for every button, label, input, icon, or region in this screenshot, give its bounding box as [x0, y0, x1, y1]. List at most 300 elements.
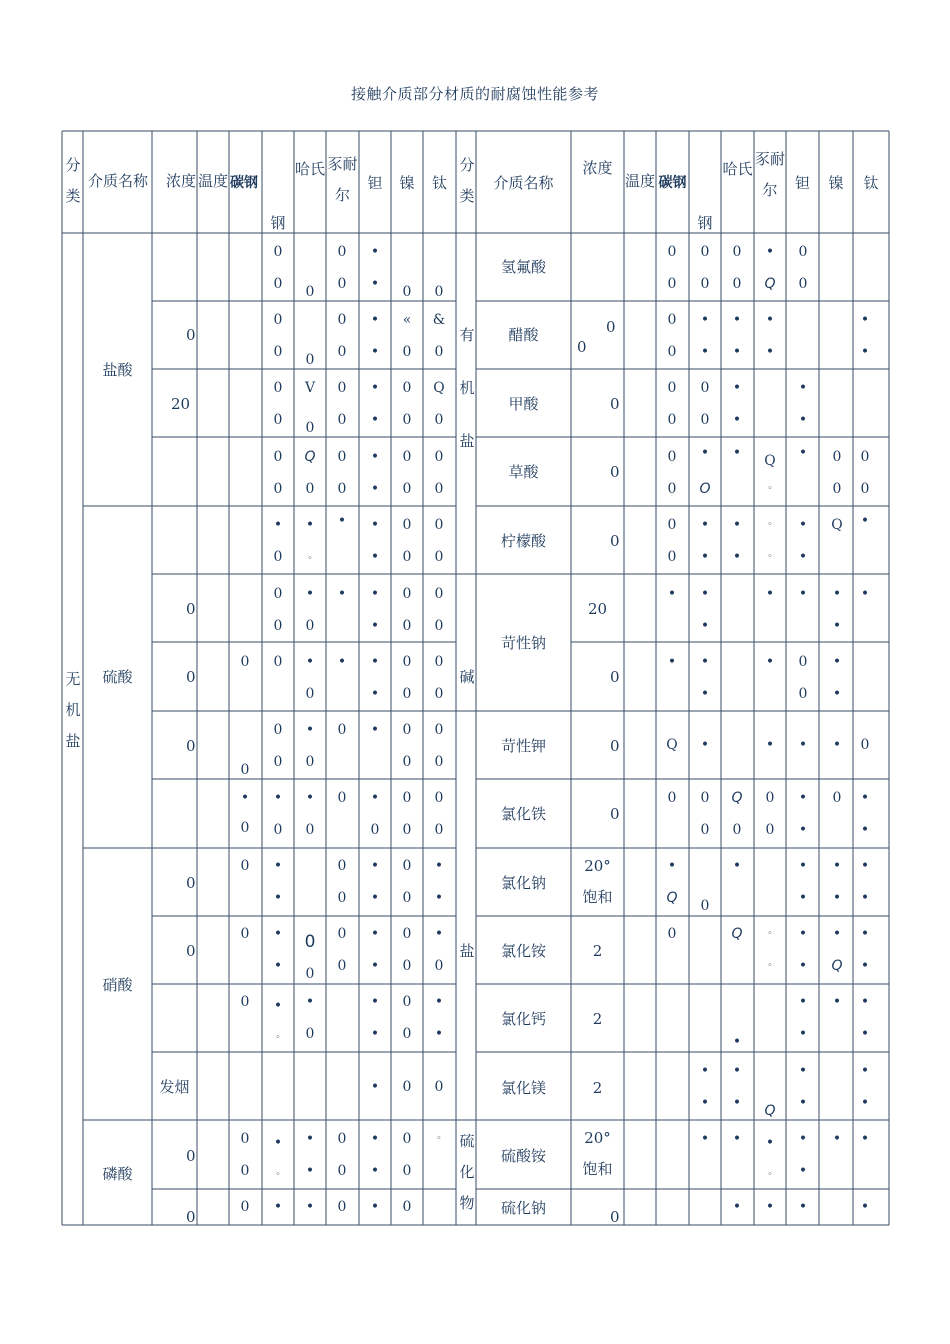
rating-mark: •	[860, 513, 870, 529]
rating-mark: •	[370, 686, 380, 702]
rating-mark: •	[370, 276, 380, 292]
medium-mgcl2: 氯化镁	[500, 1079, 546, 1097]
rating-mark: •	[798, 1063, 808, 1079]
rating-mark: •	[798, 994, 808, 1010]
rating-mark: 0	[273, 549, 283, 565]
rating-mark: 0	[402, 722, 412, 738]
rating-mark: 0	[273, 312, 283, 328]
rating-mark: 0	[434, 1079, 444, 1095]
rating-mark: 0	[337, 312, 347, 328]
rating-mark: 0	[667, 481, 677, 497]
rating-mark: 0	[434, 686, 444, 702]
rating-mark: •	[732, 858, 742, 874]
rating-mark: •	[370, 244, 380, 260]
rating-mark: 0	[402, 380, 412, 396]
rating-mark: O	[699, 481, 711, 497]
rating-mark: 0	[434, 517, 444, 533]
rating-mark: •	[765, 344, 775, 360]
rating-mark: 0	[305, 284, 315, 300]
rating-mark: 0	[273, 449, 283, 465]
medium-koh: 苛性钾	[500, 737, 546, 755]
rating-mark: Q	[831, 958, 843, 974]
conc-value: 0	[186, 326, 196, 344]
medium-formic: 甲酸	[508, 395, 539, 413]
rating-mark: •	[305, 1163, 315, 1179]
rating-mark: 0	[304, 932, 316, 952]
rating-mark: ◦	[767, 961, 773, 971]
rating-mark: •	[832, 926, 842, 942]
rating-mark: 0	[732, 276, 742, 292]
rating-mark: 0	[700, 412, 710, 428]
rating-mark: 0	[434, 654, 444, 670]
rating-mark: Q	[731, 926, 743, 942]
rating-mark: •	[370, 312, 380, 328]
rating-mark: 0	[667, 312, 677, 328]
rating-mark: Q	[666, 890, 678, 906]
rating-mark: 0	[273, 244, 283, 260]
rating-mark: 0	[667, 244, 677, 260]
rating-mark: 0	[402, 1026, 412, 1042]
rating-mark: •	[370, 549, 380, 565]
conc-fuming: 发烟	[159, 1078, 190, 1096]
rating-mark: Q	[764, 276, 776, 292]
rating-mark: Q	[764, 1103, 776, 1119]
rating-mark: •	[337, 654, 347, 670]
rating-mark: 0	[832, 449, 842, 465]
rating-mark: 0	[337, 890, 347, 906]
rating-mark: 0	[337, 1199, 347, 1215]
rating-mark: •	[732, 412, 742, 428]
rating-mark: •	[434, 926, 444, 942]
rating-mark: &	[432, 312, 446, 328]
rating-mark: 0	[240, 994, 250, 1010]
rating-mark: •	[798, 1131, 808, 1147]
rating-mark: •	[732, 380, 742, 396]
rating-mark: 0	[860, 449, 870, 465]
rating-mark: ◦	[275, 1033, 281, 1043]
medium-nh4cl: 氯化铵	[500, 942, 546, 960]
rating-mark: •	[765, 1135, 775, 1151]
medium-nacl: 氯化钠	[500, 874, 546, 892]
rating-mark: 0	[434, 958, 444, 974]
rating-mark: •	[765, 244, 775, 260]
conc-value: 0	[577, 338, 587, 356]
header-carbon-steel-left: 碳钢	[230, 175, 258, 191]
conc-value: 0	[610, 1208, 620, 1226]
rating-mark: •	[370, 344, 380, 360]
medium-cacl2: 氯化钙	[500, 1010, 546, 1028]
rating-mark: •	[832, 1131, 842, 1147]
rating-mark: 0	[240, 1131, 250, 1147]
rating-mark: 0	[337, 380, 347, 396]
rating-mark: 0	[434, 586, 444, 602]
rating-mark: 0	[700, 244, 710, 260]
rating-mark: •	[273, 790, 283, 806]
conc-nacl: 20° 饱和	[582, 857, 613, 906]
rating-mark: •	[798, 790, 808, 806]
rating-mark: 0	[337, 958, 347, 974]
rating-mark: •	[305, 722, 315, 738]
rating-mark: 0	[240, 1163, 250, 1179]
rating-mark: •	[700, 1063, 710, 1079]
conc-value: 2	[592, 942, 603, 960]
rating-mark: 0	[402, 926, 412, 942]
rating-mark: •	[700, 1095, 710, 1111]
rating-mark: •	[860, 890, 870, 906]
rating-mark: 0	[402, 1131, 412, 1147]
rating-mark: •	[732, 549, 742, 565]
rating-mark: •	[832, 994, 842, 1010]
rating-mark: •	[860, 926, 870, 942]
rating-mark: 0	[273, 481, 283, 497]
medium-na2s: 硫化钠	[500, 1199, 546, 1217]
rating-mark: •	[370, 618, 380, 634]
rating-mark: •	[860, 958, 870, 974]
rating-mark: 0	[434, 449, 444, 465]
rating-mark: •	[700, 445, 710, 461]
rating-mark: •	[370, 654, 380, 670]
conc-value: 0	[610, 737, 620, 755]
medium-acetic: 醋酸	[508, 326, 539, 344]
rating-mark: •	[765, 1199, 775, 1215]
rating-mark: •	[732, 1095, 742, 1111]
rating-mark: •	[273, 926, 283, 942]
rating-mark: 0	[402, 822, 412, 838]
rating-mark: •	[273, 958, 283, 974]
rating-mark: ◦	[767, 520, 773, 530]
rating-mark: 0	[273, 618, 283, 634]
rating-mark: •	[305, 1131, 315, 1147]
rating-mark: ◦	[307, 554, 313, 564]
conc-ammonium-sulfate: 20° 饱和	[582, 1129, 613, 1178]
medium-phosphoric: 磷酸	[102, 1165, 133, 1183]
rating-mark: •	[798, 1026, 808, 1042]
rating-mark: 0	[832, 481, 842, 497]
header-nickel-left: 镍	[399, 174, 415, 192]
rating-mark: 0	[434, 754, 444, 770]
rating-mark: •	[370, 481, 380, 497]
rating-mark: 0	[402, 1199, 412, 1215]
rating-mark: 0	[667, 549, 677, 565]
rating-mark: 0	[798, 686, 808, 702]
conc-value: 0	[610, 532, 620, 550]
rating-mark: •	[798, 1095, 808, 1111]
rating-mark: 0	[402, 654, 412, 670]
rating-mark: Q	[304, 449, 316, 465]
rating-mark: 0	[305, 1026, 315, 1042]
rating-mark: 0	[402, 344, 412, 360]
rating-mark: 0	[700, 276, 710, 292]
header-hastelloy-right: 哈氏	[722, 159, 753, 178]
rating-mark: •	[370, 1199, 380, 1215]
rating-mark: ◦	[767, 929, 773, 939]
rating-mark: •	[700, 517, 710, 533]
rating-mark: ◦	[275, 1170, 281, 1180]
rating-mark: •	[860, 344, 870, 360]
rating-mark: •	[273, 998, 283, 1014]
rating-mark: •	[700, 344, 710, 360]
rating-mark: ◦	[767, 484, 773, 494]
rating-mark: 0	[337, 344, 347, 360]
rating-mark: 0	[732, 244, 742, 260]
rating-mark: •	[370, 1131, 380, 1147]
rating-mark: 0	[700, 790, 710, 806]
header-medium-left: 介质名称	[87, 171, 148, 190]
rating-mark: •	[832, 686, 842, 702]
rating-mark: 0	[402, 284, 412, 300]
rating-mark: •	[798, 822, 808, 838]
rating-mark: •	[832, 654, 842, 670]
rating-mark: •	[370, 586, 380, 602]
rating-mark: 0	[305, 754, 315, 770]
conc-value: 0	[610, 805, 620, 823]
rating-mark: 0	[700, 898, 710, 914]
rating-mark: 0	[732, 822, 742, 838]
rating-mark: •	[860, 1199, 870, 1215]
header-temperature-right: 温度	[624, 171, 655, 190]
rating-mark: 0	[832, 790, 842, 806]
rating-mark: 0	[402, 412, 412, 428]
rating-mark: 0	[337, 926, 347, 942]
rating-mark: •	[860, 822, 870, 838]
rating-mark: 0	[434, 284, 444, 300]
rating-mark: •	[700, 618, 710, 634]
rating-mark: 0	[667, 926, 677, 942]
rating-mark: •	[370, 926, 380, 942]
header-category-right: 分类	[459, 156, 475, 205]
rating-mark: 0	[402, 481, 412, 497]
rating-mark: •	[370, 380, 380, 396]
conc-value: 0	[610, 395, 620, 413]
rating-mark: •	[700, 1131, 710, 1147]
conc-value: 0	[186, 1147, 196, 1165]
rating-mark: •	[732, 445, 742, 461]
rating-mark: •	[240, 790, 250, 806]
medium-naoh: 苛性钠	[500, 634, 546, 652]
rating-mark: Q	[433, 380, 445, 396]
rating-mark: •	[732, 517, 742, 533]
rating-mark: •	[765, 312, 775, 328]
conc-value: 0	[610, 668, 620, 686]
rating-mark: •	[798, 380, 808, 396]
rating-mark: •	[860, 858, 870, 874]
rating-mark: •	[732, 344, 742, 360]
rating-mark: 0	[305, 966, 315, 982]
header-hastelloy-left: 哈氏	[294, 159, 325, 178]
rating-mark: 0	[402, 858, 412, 874]
rating-mark: 0	[434, 822, 444, 838]
rating-mark: 0	[402, 754, 412, 770]
rating-mark: 0	[667, 449, 677, 465]
rating-mark: 0	[798, 276, 808, 292]
medium-fecl3: 氯化铁	[500, 805, 546, 823]
header-monel-right: 豕耐尔	[754, 150, 785, 199]
header-titanium-left: 钛	[431, 174, 447, 192]
rating-mark: •	[434, 858, 444, 874]
rating-mark: 0	[305, 686, 315, 702]
conc-value: 0	[610, 463, 620, 481]
rating-mark: •	[700, 586, 710, 602]
rating-mark: 0	[765, 822, 775, 838]
header-temperature-left: 温度	[197, 171, 228, 190]
rating-mark: •	[667, 586, 677, 602]
rating-mark: 0	[337, 1131, 347, 1147]
conc-value: 0	[606, 318, 616, 336]
header-carbon-steel-right: 碳钢	[658, 175, 687, 191]
rating-mark: 0	[667, 380, 677, 396]
medium-sulfuric: 硫酸	[102, 668, 133, 686]
rating-mark: 0	[240, 820, 250, 836]
rating-mark: 0	[667, 517, 677, 533]
rating-mark: •	[798, 586, 808, 602]
rating-mark: •	[732, 1063, 742, 1079]
rating-mark: •	[370, 890, 380, 906]
rating-mark: •	[832, 586, 842, 602]
header-monel-left: 豕耐尔	[327, 155, 358, 204]
rating-mark: •	[370, 958, 380, 974]
rating-mark: •	[273, 1199, 283, 1215]
rating-mark: •	[370, 449, 380, 465]
conc-value: 0	[186, 874, 196, 892]
header-tantalum-left: 钽	[367, 174, 383, 192]
rating-mark: 0	[402, 1079, 412, 1095]
rating-mark: •	[765, 654, 775, 670]
conc-value: 20	[587, 600, 608, 618]
rating-mark: •	[798, 1199, 808, 1215]
rating-mark: •	[860, 1095, 870, 1111]
rating-mark: •	[667, 654, 677, 670]
rating-mark: •	[434, 1026, 444, 1042]
rating-mark: •	[860, 1063, 870, 1079]
rating-mark: 0	[337, 1163, 347, 1179]
rating-mark: •	[305, 994, 315, 1010]
rating-mark: 0	[273, 412, 283, 428]
rating-mark: •	[700, 737, 710, 753]
rating-mark: V	[304, 380, 316, 396]
rating-mark: 0	[434, 481, 444, 497]
rating-mark: 0	[273, 380, 283, 396]
rating-mark: •	[305, 790, 315, 806]
rating-mark: 0	[305, 822, 315, 838]
rating-mark: •	[667, 858, 677, 874]
rating-mark: «	[402, 312, 412, 328]
rating-mark: 0	[337, 790, 347, 806]
header-steel-left: 钢	[270, 214, 286, 232]
rating-mark: 0	[240, 926, 250, 942]
rating-mark: •	[798, 1163, 808, 1179]
rating-mark: •	[700, 312, 710, 328]
rating-mark: Q	[731, 790, 743, 806]
rating-mark: 0	[273, 586, 283, 602]
rating-mark: 0	[337, 481, 347, 497]
conc-value: 0	[186, 737, 196, 755]
rating-mark: 0	[337, 858, 347, 874]
rating-mark: 0	[273, 754, 283, 770]
rating-mark: Q	[764, 453, 776, 469]
rating-mark: •	[860, 1026, 870, 1042]
medium-hydrochloric: 盐酸	[102, 361, 133, 379]
rating-mark: 0	[273, 822, 283, 838]
header-titanium-right: 钛	[863, 174, 879, 192]
rating-mark: 0	[402, 686, 412, 702]
rating-mark: •	[798, 549, 808, 565]
rating-mark: •	[798, 926, 808, 942]
rating-mark: 0	[434, 344, 444, 360]
rating-mark: 0	[337, 412, 347, 428]
rating-mark: 0	[273, 722, 283, 738]
header-steel-right: 钢	[697, 214, 713, 232]
rating-mark: 0	[434, 790, 444, 806]
rating-mark: •	[860, 312, 870, 328]
rating-mark: •	[832, 737, 842, 753]
rating-mark: •	[832, 858, 842, 874]
rating-mark: 0	[434, 618, 444, 634]
rating-mark: •	[798, 517, 808, 533]
rating-mark: 0	[337, 722, 347, 738]
rating-mark: 0	[273, 344, 283, 360]
rating-mark: •	[860, 1131, 870, 1147]
rating-mark: •	[765, 737, 775, 753]
rating-mark: •	[337, 586, 347, 602]
rating-mark: •	[860, 994, 870, 1010]
rating-mark: 0	[402, 449, 412, 465]
rating-mark: Q	[666, 737, 678, 753]
rating-mark: 0	[305, 420, 315, 436]
rating-mark: •	[732, 312, 742, 328]
rating-mark: •	[370, 994, 380, 1010]
conc-value: 0	[186, 942, 196, 960]
rating-mark: 0	[434, 722, 444, 738]
rating-mark: 0	[667, 344, 677, 360]
rating-mark: •	[337, 513, 347, 529]
rating-mark: •	[305, 586, 315, 602]
rating-mark: •	[273, 858, 283, 874]
rating-mark: •	[370, 790, 380, 806]
rating-mark: 0	[240, 858, 250, 874]
rating-mark: •	[370, 1079, 380, 1095]
rating-mark: 0	[798, 244, 808, 260]
rating-mark: •	[370, 1026, 380, 1042]
conc-value: 0	[186, 600, 196, 618]
rating-mark: ◦	[436, 1134, 442, 1144]
rating-mark: 0	[370, 822, 380, 838]
rating-mark: 0	[402, 790, 412, 806]
header-category-left: 分类	[65, 156, 81, 205]
header-medium-right: 介质名称	[493, 174, 554, 192]
header-concentration-left: 浓度	[165, 171, 196, 190]
conc-value: 0	[186, 668, 196, 686]
rating-mark: 0	[798, 654, 808, 670]
header-nickel-right: 镍	[828, 174, 844, 192]
conc-value: 20	[171, 395, 191, 413]
rating-mark: 0	[667, 790, 677, 806]
rating-mark: 0	[402, 586, 412, 602]
conc-value: 2	[592, 1010, 603, 1028]
rating-mark: •	[798, 890, 808, 906]
rating-mark: 0	[402, 958, 412, 974]
rating-mark: 0	[667, 276, 677, 292]
rating-mark: •	[700, 549, 710, 565]
conc-value: 2	[592, 1079, 603, 1097]
rating-mark: Q	[831, 517, 843, 533]
medium-ammonium-sulfate: 硫酸铵	[500, 1147, 546, 1165]
medium-oxalic: 草酸	[508, 463, 539, 481]
rating-mark: 0	[402, 1163, 412, 1179]
rating-mark: •	[700, 654, 710, 670]
rating-mark: •	[370, 412, 380, 428]
rating-mark: •	[305, 1199, 315, 1215]
rating-mark: 0	[860, 737, 870, 753]
